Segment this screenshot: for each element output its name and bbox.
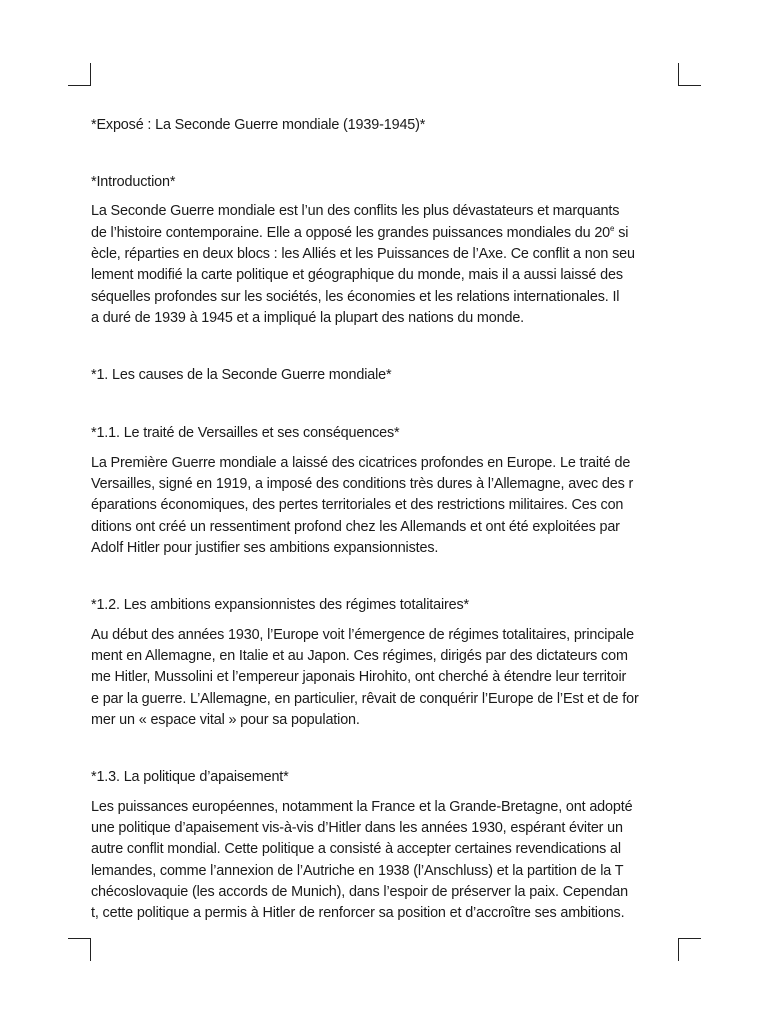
crop-mark-bottom-right — [678, 938, 701, 961]
s1-3-line-4: lemandes, comme l’annexion de l’Autriche en 1938 (l’Anschluss) et la partition de la T — [91, 863, 624, 879]
intro-line-4: lement modifié la carte politique et géographique du monde, mais il a aussi laissé des — [91, 267, 623, 283]
crop-mark-top-left — [68, 63, 91, 86]
document-body — [91, 0, 675, 1024]
intro-line-5: séquelles profondes sur les sociétés, les économies et les relations internationales. Il — [91, 289, 620, 305]
s1-2-line-3: me Hitler, Mussolini et l’empereur japonais Hirohito, ont cherché à étendre leur territoir — [91, 669, 627, 685]
s1-2-line-1: Au début des années 1930, l’Europe voit l’émergence de régimes totalitaires, principale — [91, 627, 634, 643]
s1-1-line-5: Adolf Hitler pour justifier ses ambitions expansionnistes. — [91, 540, 439, 556]
s1-3-line-2: une politique d’apaisement vis-à-vis d’Hitler dans les années 1930, espérant éviter un — [91, 820, 623, 836]
s1-1-line-4: ditions ont créé un ressentiment profond chez les Allemands et ont été exploitées par — [91, 519, 620, 535]
s1-3-line-6: t, cette politique a permis à Hitler de renforcer sa position et d’accroître ses ambitions. — [91, 905, 625, 921]
section-heading-introduction: *Introduction* — [91, 174, 176, 190]
crop-mark-top-right — [678, 63, 701, 86]
s1-2-line-4: e par la guerre. L’Allemagne, en particulier, rêvait de conquérir l’Europe de l’Est et de for — [91, 691, 639, 707]
section-heading-1: *1. Les causes de la Seconde Guerre mondiale* — [91, 367, 392, 383]
s1-3-line-3: autre conflit mondial. Cette politique a consisté à accepter certaines revendications al — [91, 841, 621, 857]
document-title: *Exposé : La Seconde Guerre mondiale (1939-1945)* — [91, 117, 426, 133]
intro-line-1: La Seconde Guerre mondiale est l’un des conflits les plus dévastateurs et marquants — [91, 203, 620, 219]
s1-1-line-3: éparations économiques, des pertes territoriales et des restrictions militaires. Ces con — [91, 497, 624, 513]
s1-3-line-1: Les puissances européennes, notamment la France et la Grande-Bretagne, ont adopté — [91, 799, 633, 815]
s1-3-line-5: chécoslovaquie (les accords de Munich), dans l’espoir de préserver la paix. Cependan — [91, 884, 628, 900]
intro-line-2-tail: si — [614, 225, 629, 241]
s1-2-line-5: mer un « espace vital » pour sa population. — [91, 712, 360, 728]
section-heading-1-3: *1.3. La politique d’apaisement* — [91, 769, 289, 785]
s1-1-line-1: La Première Guerre mondiale a laissé des cicatrices profondes en Europe. Le traité de — [91, 455, 631, 471]
intro-line-2-superscript: e — [610, 224, 615, 234]
intro-line-3: ècle, réparties en deux blocs : les Alliés et les Puissances de l’Axe. Ce conflit a non seu — [91, 246, 635, 262]
section-heading-1-2: *1.2. Les ambitions expansionnistes des régimes totalitaires* — [91, 597, 470, 613]
intro-line-6: a duré de 1939 à 1945 et a impliqué la plupart des nations du monde. — [91, 310, 525, 326]
s1-2-line-2: ment en Allemagne, en Italie et au Japon. Ces régimes, dirigés par des dictateurs com — [91, 648, 628, 664]
intro-line-2 — [91, 222, 681, 244]
crop-mark-bottom-left — [68, 938, 91, 961]
s1-1-line-2: Versailles, signé en 1919, a imposé des conditions très dures à l’Allemagne, avec des r — [91, 476, 634, 492]
intro-line-2-text: de l’histoire contemporaine. Elle a opposé les grandes puissances mondiales du 20 — [91, 225, 611, 241]
section-heading-1-1: *1.1. Le traité de Versailles et ses conséquences* — [91, 425, 400, 441]
